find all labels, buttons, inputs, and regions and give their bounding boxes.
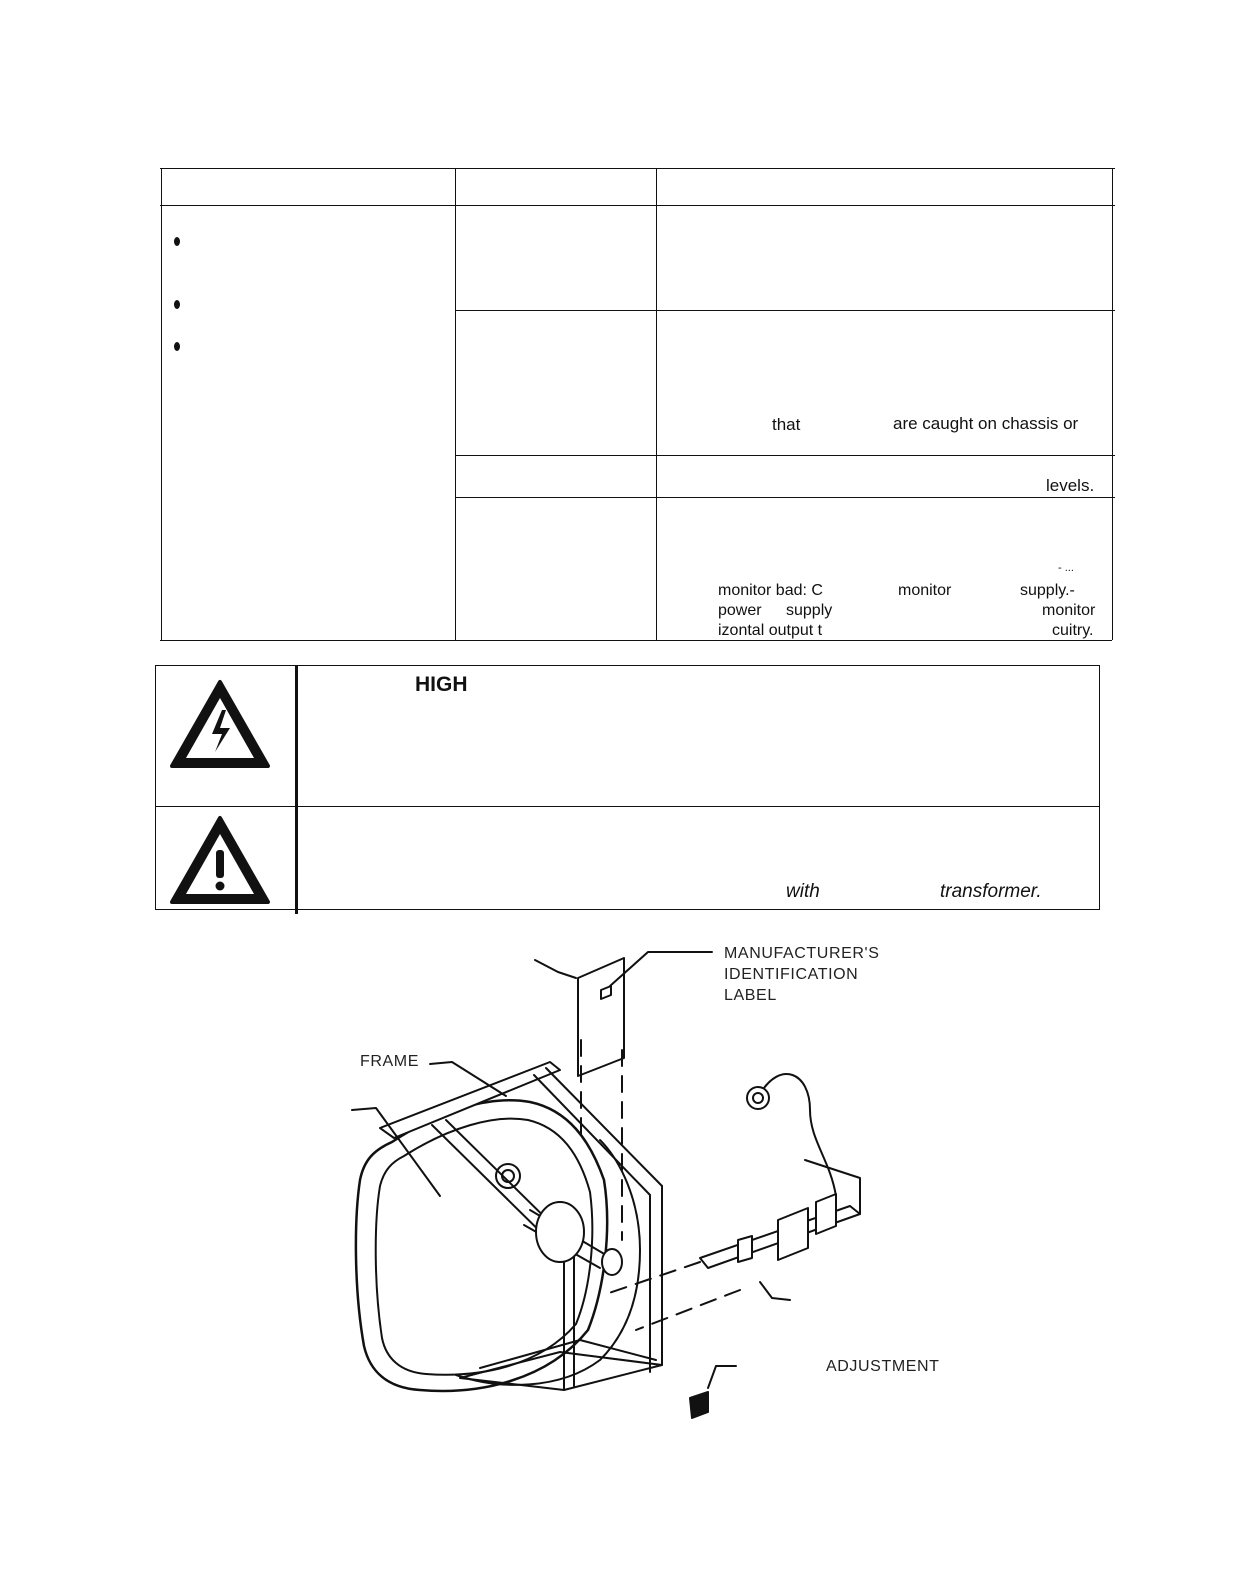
row4-line2-a: power (718, 602, 762, 619)
id-label-callout-left (535, 960, 576, 978)
adjustment-callout (708, 1366, 736, 1388)
caution-word-transformer: transformer. (940, 881, 1042, 902)
anode-lead (760, 1074, 836, 1196)
manufacturer-label-line1: MANUFACTURER'S (724, 945, 880, 962)
row4-line3-a: izontal output t (718, 622, 823, 639)
frame-right-leg (650, 1186, 662, 1372)
adjustment-tool (690, 1392, 708, 1418)
adjustment-label: ADJUSTMENT (826, 1358, 940, 1375)
row4-line1-a: monitor bad: C (718, 582, 823, 599)
chassis-component-2 (778, 1208, 808, 1260)
row4-text-dots: - ... (1058, 562, 1074, 574)
frame-label: FRAME (360, 1053, 419, 1070)
anode-suction-cup (747, 1087, 769, 1109)
row4-line1-b: monitor (898, 582, 952, 599)
id-label-callout-right (610, 952, 712, 986)
row4-line1-c: supply.- (1020, 582, 1075, 599)
id-label-plate (578, 958, 624, 1076)
manufacturer-label-line3: LABEL (724, 987, 777, 1004)
row3-text-levels: levels. (1046, 476, 1095, 495)
row4-line3-b: cuitry. (1052, 622, 1094, 639)
chassis-component-3 (816, 1194, 836, 1234)
row2-text-caught: are caught on chassis or (893, 414, 1079, 433)
manufacturer-label-line2: IDENTIFICATION (724, 966, 859, 983)
row4-line2-b: supply (786, 602, 833, 619)
caution-word-with: with (786, 881, 820, 902)
crt-yoke (536, 1202, 584, 1262)
high-voltage-word: HIGH (415, 673, 468, 696)
row4-line2-c: monitor (1042, 602, 1096, 619)
crt-neck-end (602, 1249, 622, 1275)
chassis-callout (760, 1282, 790, 1300)
row2-text-that: that (772, 415, 801, 434)
chassis-component-1 (738, 1236, 752, 1262)
